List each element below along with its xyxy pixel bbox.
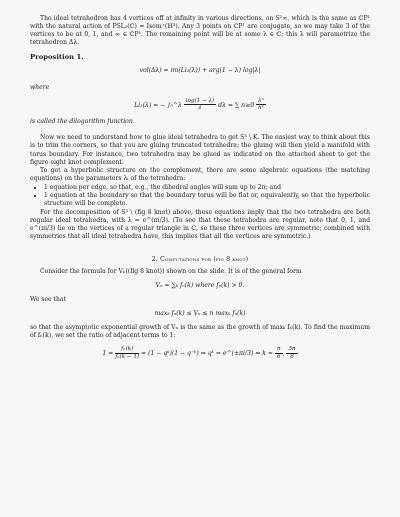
k-second-fraction	[286, 346, 297, 361]
ratio-fraction	[115, 346, 139, 361]
dilogarithm-equation	[30, 98, 370, 113]
li2-series-numerator: λⁿ	[258, 97, 264, 104]
we-see-text: We see that	[30, 295, 67, 303]
li2-integrand-denominator: λ	[198, 105, 202, 112]
li2-middle: dλ = ∑ n≥0	[218, 101, 255, 109]
intro-paragraph: The ideal tetrahedron has 4 vertices off at infinity in various directions, on S²∞, which is the same as ℂP¹ with the natural action of PSL₂(ℂ) ≃ Isom⁺(ℍ³). Any 3 points on ℂP¹ are conjugate, so we may take 3 of the vertices to be at 0, 1, and ∞ ∈ ℂP¹. The remaining point will be at some λ ∈ ℂ; this λ will parametrize the tetrahedron Δλ.	[30, 15, 370, 47]
proposition-title: Proposition 1.	[30, 53, 84, 62]
k-first-fraction	[275, 346, 283, 361]
max-bound-equation: maxₖ fₙ(k) ≤ Vₙ ≤ n maxₖ fₙ(k)	[154, 309, 246, 317]
dilogarithm-caption: is called the dilogarithm function.	[30, 118, 135, 126]
li2-lhs: Li₂(λ) = − ∫₀^λ	[134, 101, 182, 109]
ratio-equation	[30, 346, 370, 361]
decomposition-paragraph: For the decomposition of S³ \ (fig 8 knot) above, these equations imply that the two tetrahedra are both regular ideal tetrahedra, with λ = e^(πi/3). (To see that these tetrahedra are regular, note that 0, 1, and e^(πi/3) lie on the vertices of a regular triangle in ℂ, so these three vertices are symmetric; combined with symmetries that all ideal tetrahedra have, this implies that all the vertices are symmetric.)	[30, 209, 370, 241]
list-item: • 1 equation at the boundary so that the boundary torus will be flat or, equivalently, so that the hyperbolic structure will be complete.	[44, 192, 370, 208]
list-item: • 1 equation per edge, so that, e.g., the dihedral angles will sum up to 2π; and	[44, 184, 370, 192]
vn-sum-equation: Vₙ = ∑ₖ fₙ(k) where fₙ(k) > 0.	[155, 281, 245, 289]
growth-paragraph: so that the asymptotic exponential growth of Vₙ is the same as the growth of maxₖ fₙ(k). To find the maximum of fₙ(k), we set the ratio of adjacent terms to 1:	[30, 324, 370, 340]
matching-equations-paragraph: To get a hyperbolic structure on the complement, there are some algebraic equations (the matching equations) on the parameters λᵢ of the tetrahedra:	[30, 166, 370, 182]
li2-integrand-fraction	[184, 98, 216, 113]
matching-equations-list	[30, 184, 370, 208]
ratio-denominator: fₙ(k − 1)	[115, 354, 140, 361]
k-first-numerator: n	[276, 346, 281, 353]
li2-series-fraction	[256, 98, 266, 113]
formula-paragraph: Consider the formula for Vₙ((fig 8 knot)) shown on the slide. It is of the general form	[40, 267, 302, 275]
k-second-denominator: 6	[290, 354, 294, 361]
li2-series-denominator: n²	[258, 105, 264, 112]
k-second-numerator: 5n	[288, 346, 296, 353]
k-comma: ,	[282, 350, 285, 358]
li2-integrand-numerator: log(1 − λ)	[185, 97, 215, 104]
k-first-denominator: 6	[277, 354, 281, 361]
ratio-lhs: 1 =	[102, 350, 114, 358]
gluing-paragraph: Now we need to understand how to glue ideal tetrahedra to get S³ \ K. The easiest way to think about this is to trim the corners, so that you are gluing truncated tetrahedra; the gluing will then yield a manifold with torus boundary. For instance, two tetrahedra may be glued as indicated on the attached sheet to get the figure eight knot complement.	[30, 134, 370, 166]
ratio-rhs: = (1 − qᵏ)(1 − q⁻ᵏ) ⇒ qᵏ = e^(±πi/3) ⇔ k ≈	[141, 350, 274, 358]
where-label: where	[30, 83, 50, 91]
section-heading: 2. Computations for (fig 8 knot)	[151, 255, 249, 263]
ratio-numerator: fₙ(k)	[115, 346, 139, 354]
volume-equation: vol(Δλ) = im(Li₂(λ)) + arg(1 − λ) log|λ|	[139, 67, 261, 75]
